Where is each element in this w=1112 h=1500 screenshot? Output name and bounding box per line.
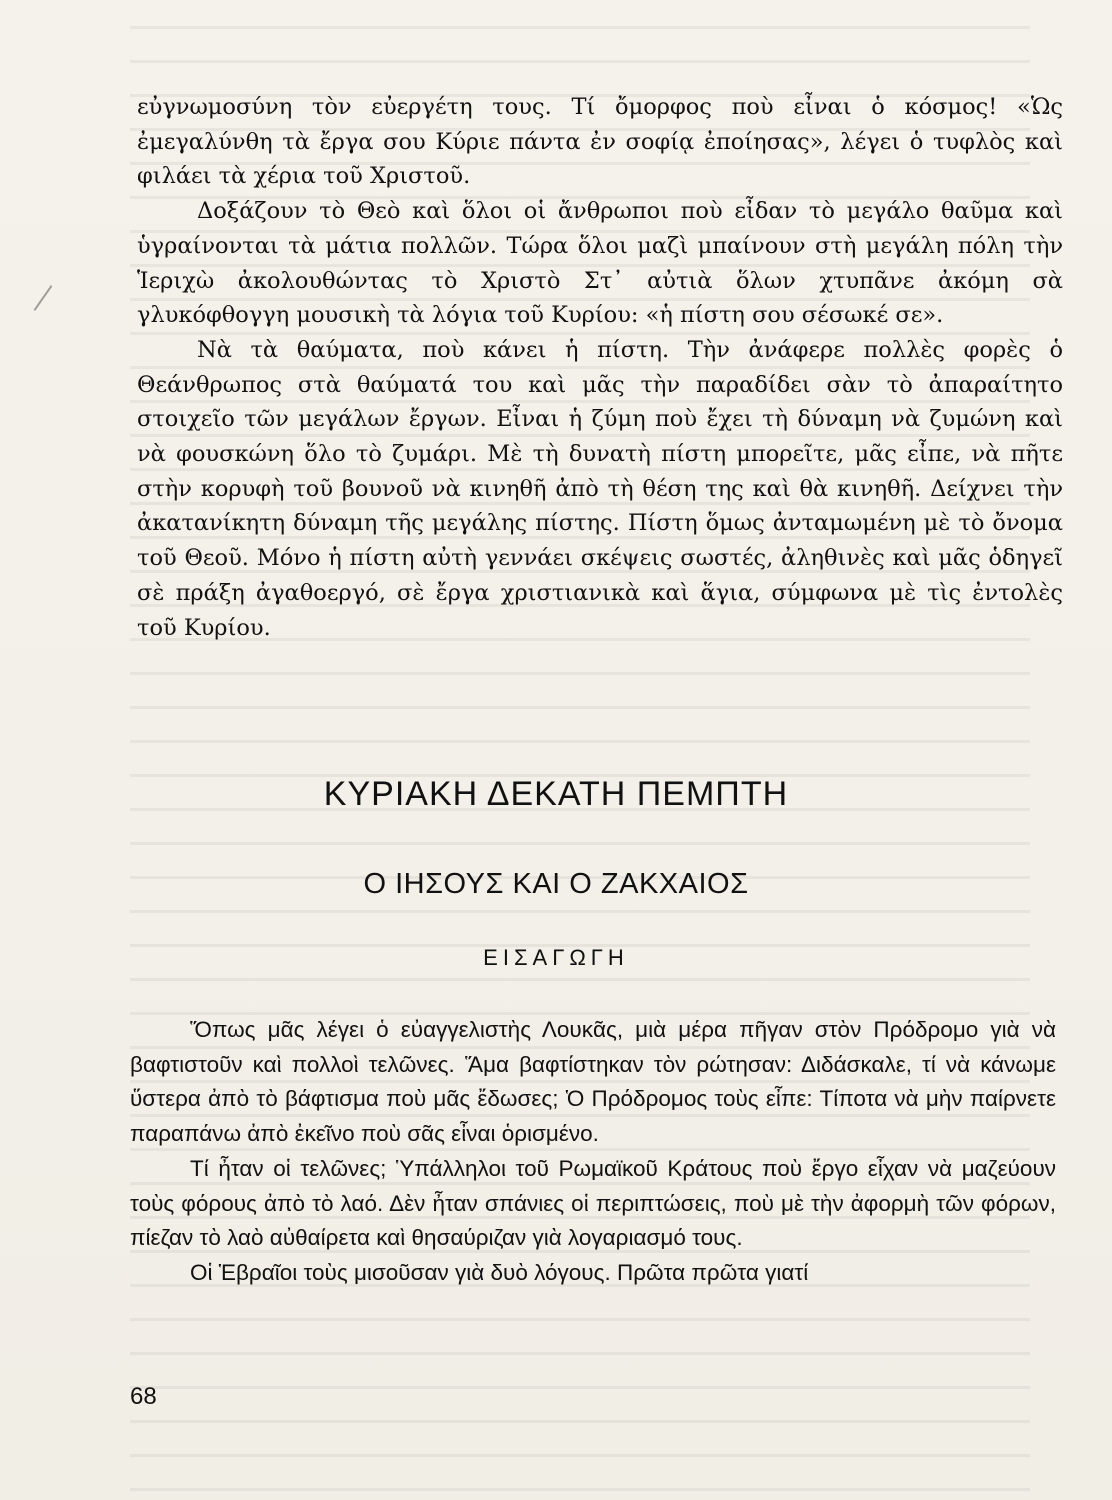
pencil-mark xyxy=(34,285,53,311)
intro-paragraph-3: Οἱ Ἑβραῖοι τοὺς μισοῦσαν γιὰ δυὸ λόγους. Πρῶτα πρῶτα γιατί xyxy=(190,1259,809,1285)
intro-paragraph-1: Ὅπως μᾶς λέγει ὁ εὐαγγελιστὴς Λουκᾶς, μιὰ μέρα πῆγαν στὸν Πρόδρομο γιὰ νὰ βαφτιστοῦν καὶ πολλοὶ τελῶνες. Ἅμα βαφτίστηκαν τὸν ρώτησαν: Διδάσκαλε, τί νὰ κάνωμε ὕστερα ἀπὸ τὸ βάφτισμα ποὺ μᾶς ἔδωσες; Ὁ Πρόδρομος τοὺς εἶπε: Τίποτα νὰ μὴν παίρνετε παραπάνω ἀπὸ ἐκεῖνο ποὺ σᾶς εἶναι ὁρισμένο. xyxy=(130,1017,1056,1147)
intro-paragraph-2: Τί ἦταν οἱ τελῶνες; Ὑπάλληλοι τοῦ Ρωμαϊκοῦ Κράτους ποὺ ἔργο εἶχαν νὰ μαζεύουν τοὺς φόρους ἀπὸ τὸ λαό. Δὲν ἦταν σπάνιες οἱ περιπτώσεις, ποὺ μὲ τὴν ἀφορμὴ τῶν φόρων, πίεζαν τὸ λαὸ αὐθαίρετα καὶ θησαύριζαν γιὰ λογαριασμό τους. xyxy=(130,1155,1056,1251)
chapter-subtitle: Ο ΙΗΣΟΥΣ ΚΑΙ Ο ΖΑΚΧΑΙΟΣ xyxy=(363,868,749,900)
chapter-title: ΚΥΡΙΑΚΗ ΔΕΚΑΤΗ ΠΕΜΠΤΗ xyxy=(323,775,789,813)
section-heading: ΕΙΣΑΓΩΓΗ xyxy=(483,945,629,970)
paragraph-1: εὐγνωμοσύνη τὸν εὐεργέτη τους. Τί ὄμορφος ποὺ εἶναι ὁ κόσμος! «Ὡς ἐμεγαλύνθη τὰ ἔργα σου Κύριε πάντα ἐν σοφίᾳ ἐποίησας», λέγει ὁ τυφλὸς καὶ φιλάει τὰ χέρια τοῦ Χριστοῦ. xyxy=(137,94,1063,190)
page-number: 68 xyxy=(130,1383,157,1410)
intro-text-section xyxy=(130,1013,1056,1291)
top-text-section xyxy=(137,90,1063,645)
paragraph-3: Νὰ τὰ θαύματα, ποὺ κάνει ἡ πίστη. Τὴν ἀνάφερε πολλὲς φορὲς ὁ Θεάνθρωπος στὰ θαύματά του καὶ μᾶς τὴν παραδίδει σὰν τὸ ἀπαραίτητο στοιχεῖο τῶν μεγάλων ἔργων. Εἶναι ἡ ζύμη ποὺ ἔχει τὴ δύναμη νὰ ζυμώνη καὶ νὰ φουσκώνη ὅλο τὸ ζυμάρι. Μὲ τὴ δυνατὴ πίστη μπορεῖτε, μᾶς εἶπε, νὰ πῆτε στὴν κορυφὴ τοῦ βουνοῦ νὰ κινηθῆ ἀπὸ τὴ θέση της καὶ θὰ κινηθῆ. Δείχνει τὴν ἀκατανίκητη δύναμη τῆς μεγάλης πίστης. Πίστη ὅμως ἀνταμωμένη μὲ τὸ ὄνομα τοῦ Θεοῦ. Μόνο ἡ πίστη αὐτὴ γεννάει σκέψεις σωστές, ἀληθινὲς καὶ μᾶς ὁδηγεῖ σὲ πράξη ἀγαθοεργό, σὲ ἔργα χριστιανικὰ καὶ ἅγια, σύμφωνα μὲ τὶς ἐντολὲς τοῦ Κυρίου. xyxy=(137,336,1063,641)
paragraph-2: Δοξάζουν τὸ Θεὸ καὶ ὅλοι οἱ ἄνθρωποι ποὺ εἶδαν τὸ μεγάλο θαῦμα καὶ ὑγραίνονται τὰ μάτια πολλῶν. Τώρα ὅλοι μαζὶ μπαίνουν στὴ μεγάλη πόλη τὴν Ἱεριχὼ ἀκολουθώντας τὸ Χριστὸ Στ᾽ αὐτιὰ ὅλων χτυπᾶνε ἀκόμη σὰ γλυκόφθογγη μουσικὴ τὰ λόγια τοῦ Κυρίου: «ἡ πίστη σου σέσωκέ σε». xyxy=(137,198,1063,329)
